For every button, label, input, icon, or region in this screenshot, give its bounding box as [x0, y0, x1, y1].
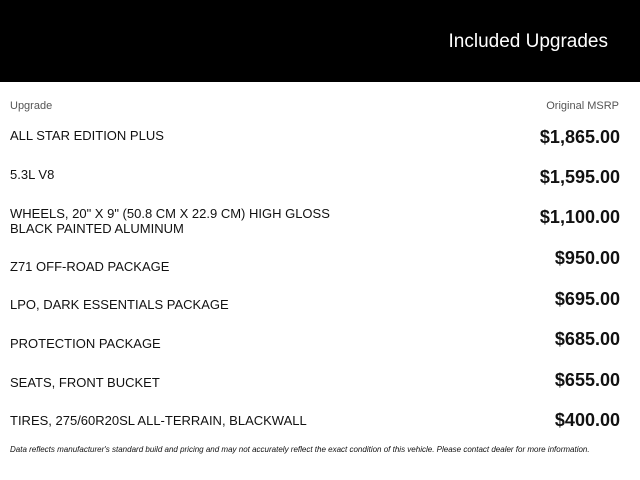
upgrade-row — [0, 289, 640, 329]
upgrade-row — [0, 127, 640, 167]
upgrade-row — [0, 370, 640, 410]
upgrade-price: $950.00 — [554, 248, 620, 268]
upgrade-name: Z71 OFF-ROAD PACKAGE — [10, 259, 170, 274]
header-bar — [0, 0, 640, 82]
upgrade-price: $1,100.00 — [539, 207, 620, 227]
disclaimer-text: Data reflects manufacturer's standard build and pricing and may not accurately reflect the exact condition of this vehicle. Please contact dealer for more information. — [10, 445, 590, 454]
upgrade-price: $1,865.00 — [539, 127, 620, 147]
msrp-column-header: Original MSRP — [546, 100, 619, 112]
upgrade-price: $655.00 — [554, 370, 620, 390]
upgrade-name: PROTECTION PACKAGE — [10, 336, 161, 351]
upgrade-name: ALL STAR EDITION PLUS — [10, 128, 164, 143]
upgrade-row — [0, 329, 640, 369]
upgrade-row — [0, 166, 640, 206]
upgrade-row — [0, 410, 640, 450]
upgrade-price: $685.00 — [554, 329, 620, 349]
page-title: Included Upgrades — [448, 31, 608, 52]
upgrade-price: $400.00 — [554, 410, 620, 430]
upgrade-name: WHEELS, 20" X 9" (50.8 CM X 22.9 CM) HIGH GLOSS BLACK PAINTED ALUMINUM — [10, 206, 330, 236]
upgrade-name: 5.3L V8 — [10, 167, 55, 182]
upgrade-name: TIRES, 275/60R20SL ALL-TERRAIN, BLACKWALL — [10, 413, 307, 428]
upgrade-name: LPO, DARK ESSENTIALS PACKAGE — [10, 297, 229, 312]
upgrade-row — [0, 248, 640, 288]
upgrade-price: $695.00 — [554, 289, 620, 309]
upgrade-price: $1,595.00 — [539, 167, 620, 187]
upgrade-column-header: Upgrade — [10, 100, 53, 112]
upgrade-row — [0, 205, 640, 245]
upgrade-name: SEATS, FRONT BUCKET — [10, 375, 160, 390]
